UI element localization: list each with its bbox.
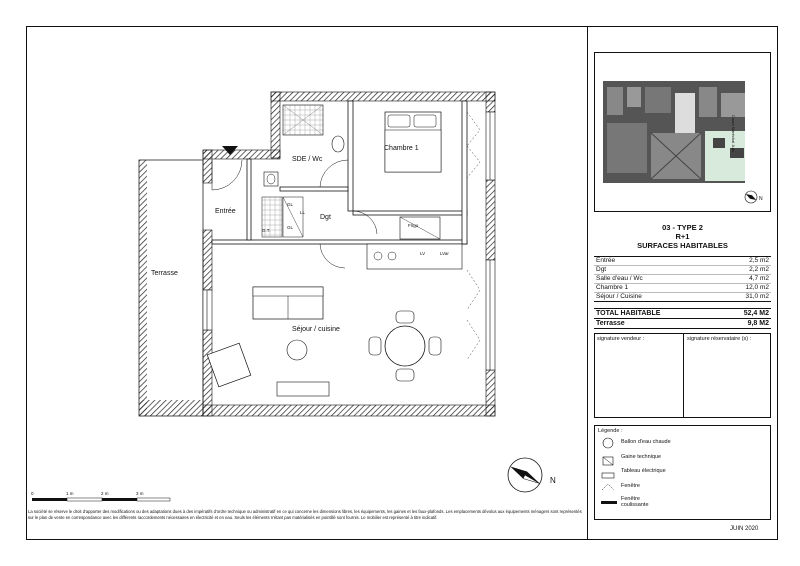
- fixture-lv: LV: [420, 251, 426, 256]
- room-label-chambre: Chambre 1: [384, 145, 419, 152]
- fixture-gl: GL: [287, 202, 294, 207]
- scale-label-2: 2 m: [101, 491, 109, 496]
- room-label-dgt: Dgt: [320, 214, 331, 221]
- dining-table: [385, 326, 425, 366]
- compass-label: N: [550, 476, 556, 485]
- scale-label-1: 1 m: [66, 491, 74, 496]
- table-row: Chambre 1 12,0 m2: [596, 284, 769, 291]
- street-label: Cours Maréchal Juin: [731, 115, 736, 152]
- signature-box: [594, 333, 771, 418]
- fixture-frigo: Frigo: [408, 223, 419, 228]
- title-type: 03 - TYPE 2: [662, 223, 703, 232]
- legend-item: Ballon d'eau chaude: [621, 439, 671, 445]
- signature-vendeur-label: signature vendeur :: [597, 336, 645, 342]
- terrasse-area: [139, 160, 203, 416]
- apartment-title: [594, 223, 771, 250]
- room-label-sde: SDE / Wc: [292, 156, 323, 163]
- compass-icon: [505, 455, 545, 495]
- fixture-lvar: LVar: [440, 251, 449, 256]
- table-row: Entrée 2,5 m2: [596, 257, 769, 264]
- water-heater-icon: [603, 438, 613, 448]
- location-minimap: [594, 52, 771, 212]
- legend-item: Gaine technique: [621, 454, 662, 460]
- floor-plan: [110, 80, 520, 440]
- scale-label-3: 3 m: [136, 491, 144, 496]
- table-row: Séjour / Cuisine 31,0 m2: [596, 293, 769, 300]
- room-label-sejour: Séjour / cuisine: [292, 326, 340, 333]
- kitchen-counter: [367, 244, 462, 269]
- window-icon: [602, 484, 614, 490]
- table-row: Dgt 2,2 m2: [596, 266, 769, 273]
- fixture-ll: LL: [300, 210, 306, 215]
- panel-divider: [587, 26, 588, 540]
- sliding-window-icon: [601, 501, 617, 504]
- date-label: JUIN 2020: [730, 526, 759, 532]
- legend-item: Fenêtre coulissante: [621, 496, 649, 508]
- signature-reservataire-label: signature réservataire (s) :: [687, 336, 752, 342]
- total-row: TOTAL HABITABLE 52,4 M2: [596, 310, 769, 317]
- title-floor: R+1: [675, 232, 690, 241]
- fixture-gl-2: GL: [287, 225, 294, 230]
- legend-title: Légende :: [598, 428, 623, 434]
- legend-box: [594, 425, 771, 520]
- scale-label-0: 0: [31, 491, 34, 496]
- room-label-entree: Entrée: [215, 208, 236, 215]
- legend-item: Fenêtre: [621, 483, 640, 489]
- fixture-gt: G.T.: [262, 228, 271, 233]
- electric-panel-icon: [602, 473, 614, 478]
- table-row: Salle d'eau / Wc 4,7 m2: [596, 275, 769, 282]
- legend-item: Tableau électrique: [621, 468, 666, 474]
- disclaimer-text: La société se réserve le droit d'apporter des modifications ou des adaptations dues à des impératifs d'ordre technique ou administratif en ce qui concerne les dimensions libres, les équipements, les gaines et les faux-plafonds. Les emplacements dévolus aux équipements ménagers sont représentés sur le plan de vente en correspondance avec les différents raccordements nécessaires en électricité et en eau. Seuls les éléments n'étant pas matérialisés en pointillé sont fournis. Le mobilier est représenté à titre indicatif.: [28, 509, 582, 520]
- room-label-terrasse: Terrasse: [151, 270, 178, 277]
- surface-table: [594, 256, 771, 329]
- minimap-compass-label: N: [759, 196, 763, 202]
- armchair: [207, 343, 251, 387]
- terrace-row: Terrasse 9,8 M2: [596, 320, 769, 327]
- minimap-compass-icon: [743, 189, 759, 205]
- title-surfaces: SURFACES HABITABLES: [637, 241, 728, 250]
